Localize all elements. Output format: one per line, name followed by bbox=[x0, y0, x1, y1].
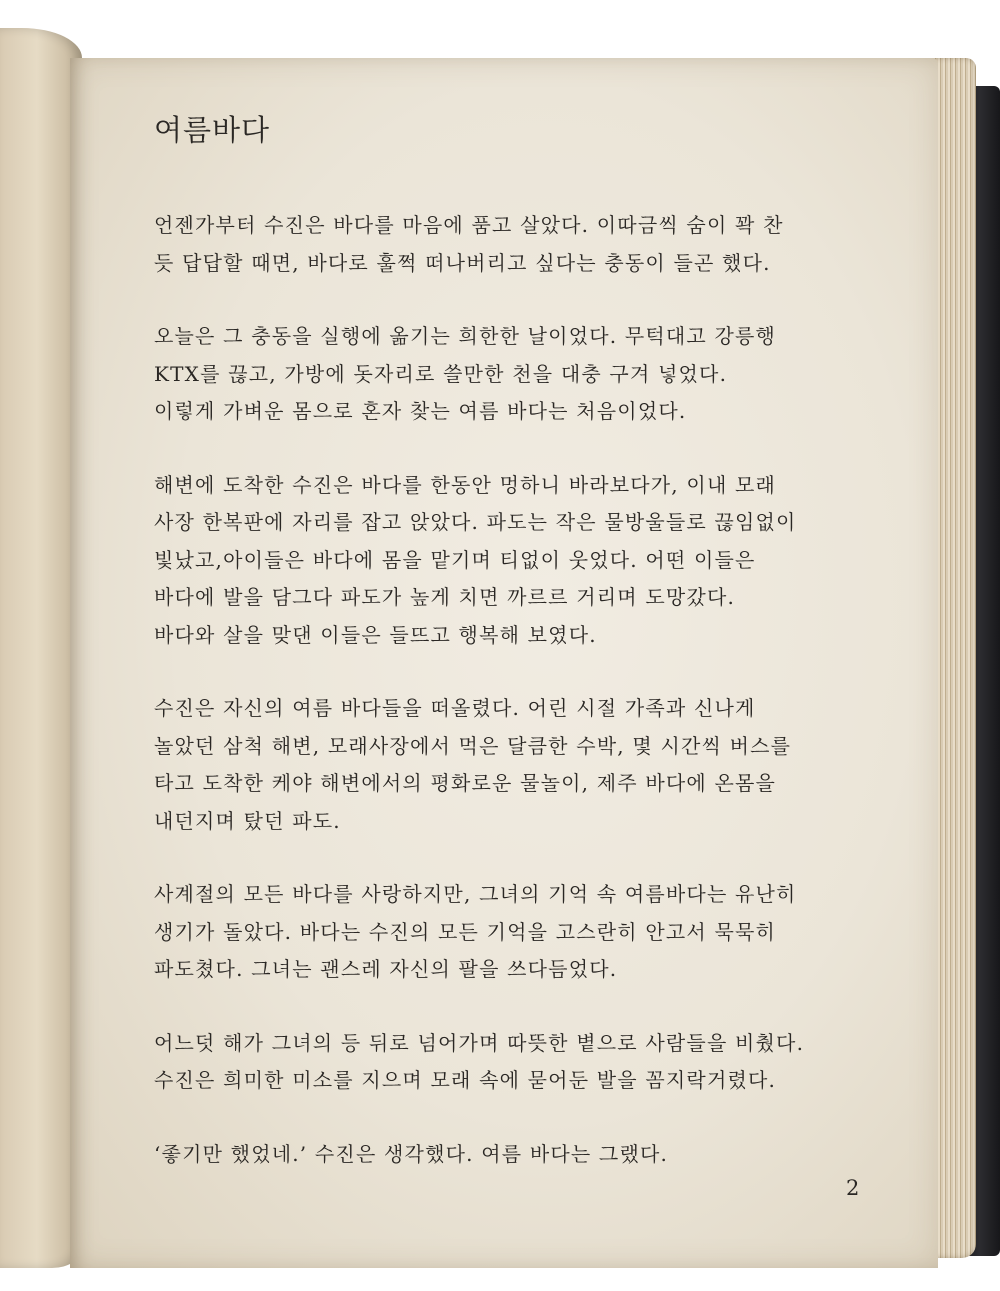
paragraph bbox=[154, 318, 914, 431]
text-line: 오늘은 그 충동을 실행에 옮기는 희한한 날이었다. 무턱대고 강릉행 bbox=[154, 324, 777, 348]
text-line: KTX를 끊고, 가방에 돗자리로 쓸만한 천을 대충 구겨 넣었다. bbox=[154, 361, 728, 386]
text-line: 사장 한복판에 자리를 잡고 앉았다. 파도는 작은 물방울들로 끊임없이 bbox=[154, 510, 797, 534]
paragraph bbox=[154, 467, 914, 655]
paragraph bbox=[154, 1136, 914, 1174]
text-line: 어느덧 해가 그녀의 등 뒤로 넘어가며 따뜻한 볕으로 사람들을 비췄다. bbox=[154, 1030, 805, 1055]
text-line: 놀았던 삼척 해변, 모래사장에서 먹은 달큼한 수박, 몇 시간씩 버스를 bbox=[154, 733, 792, 758]
paragraph bbox=[154, 690, 914, 840]
text-line: 생기가 돌았다. 바다는 수진의 모든 기억을 고스란히 안고서 묵묵히 bbox=[154, 919, 777, 944]
paragraph bbox=[154, 1025, 914, 1100]
paragraph bbox=[154, 876, 914, 989]
text-line: 바다에 발을 담그다 파도가 높게 치면 까르르 거리며 도망갔다. bbox=[154, 585, 736, 609]
text-line: 빛났고,아이들은 바다에 몸을 맡기며 티없이 웃었다. 어떤 이들은 bbox=[154, 547, 756, 572]
text-line: 해변에 도착한 수진은 바다를 한동안 멍하니 바라보다가, 이내 모래 bbox=[154, 472, 777, 497]
text-line: 수진은 희미한 미소를 지으며 모래 속에 묻어둔 발을 꼼지락거렸다. bbox=[154, 1068, 777, 1092]
text-line: 파도쳤다. 그녀는 괜스레 자신의 팔을 쓰다듬었다. bbox=[154, 957, 618, 981]
text-line: 수진은 자신의 여름 바다들을 떠올렸다. 어린 시절 가족과 신나게 bbox=[154, 696, 756, 720]
text-line: 바다와 살을 맞댄 이들은 들뜨고 행복해 보였다. bbox=[154, 622, 597, 647]
text-line: 사계절의 모든 바다를 사랑하지만, 그녀의 기억 속 여름바다는 유난히 bbox=[154, 882, 797, 906]
paragraph bbox=[154, 207, 914, 282]
page-title: 여름바다 bbox=[154, 113, 271, 147]
book-page bbox=[70, 58, 938, 1268]
text-line: 언젠가부터 수진은 바다를 마음에 품고 살았다. 이따금씩 숨이 꽉 찬 bbox=[154, 213, 784, 237]
page-number: 2 bbox=[846, 1176, 860, 1200]
story-body bbox=[154, 207, 914, 1173]
text-line: 듯 답답할 때면, 바다로 훌쩍 떠나버리고 싶다는 충동이 들곤 했다. bbox=[154, 250, 771, 275]
text-line: 내던지며 탔던 파도. bbox=[154, 808, 341, 833]
text-line: 이렇게 가벼운 몸으로 혼자 찾는 여름 바다는 처음이었다. bbox=[154, 399, 687, 423]
page-content bbox=[154, 108, 914, 1209]
text-line: ‘좋기만 했었네.’ 수진은 생각했다. 여름 바다는 그랬다. bbox=[154, 1141, 669, 1166]
text-line: 타고 도착한 케야 해변에서의 평화로운 물놀이, 제주 바다에 온몸을 bbox=[154, 771, 777, 795]
